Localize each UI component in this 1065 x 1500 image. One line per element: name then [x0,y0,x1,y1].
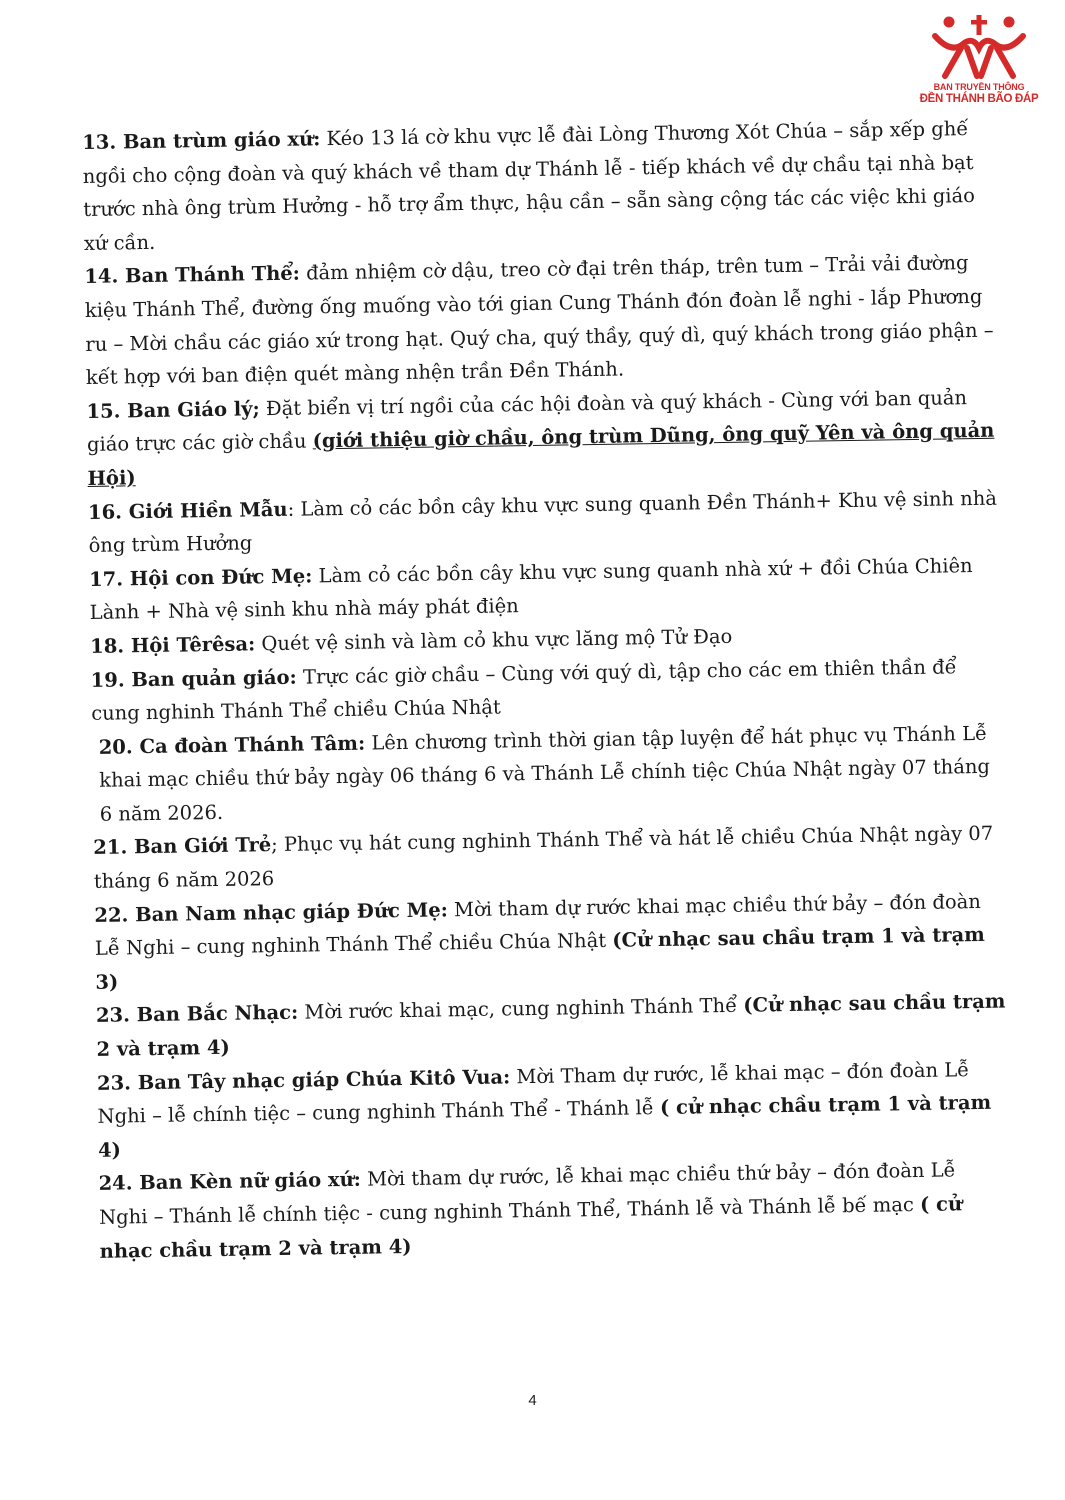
document-body [82,112,1010,1268]
item-label: 15. Ban Giáo lý; [86,396,260,423]
item-text: Quét vệ sinh và làm cỏ khu vực lăng mộ Tử Đạo [255,624,733,656]
item-text: Mời rước khai mạc, cung nghinh Thánh Thể [298,994,744,1025]
item-text: Trực các giờ chầu – Cùng với quý dì, tập cho các em thiên thần để cung nghinh Thánh Thể chiều Chúa Nhật [91,654,957,726]
item-text: Lên chương trình thời gian tập luyện để hát phục vụ Thánh Lễ khai mạc chiều thứ bảy ngày 06 tháng 6 và Thánh Lễ chính tiệc Chúa Nhật ngày 07 tháng 6 năm 2026. [99,721,991,826]
item-23-tay-nhac [97,1052,1008,1167]
item-label: 23. Ban Bắc Nhạc: [95,1001,299,1028]
logo-line-2: ĐỀN THÁNH BÃO ĐÁP [919,93,1039,105]
item-text: Làm cỏ các bồn cây khu vực sung quanh nhà xứ + đồi Chúa Chiên Lành + Nhà vệ sinh khu nhà máy phát điện [89,553,973,625]
item-tail: ( cử nhạc chầu trạm 1 và trạm 4) [97,1091,992,1162]
item-label: 19. Ban quản giáo: [90,665,297,692]
church-logo-icon [931,14,1027,80]
item-label: 24. Ban Kèn nữ giáo xứ: [98,1168,362,1196]
item-label: 20. Ca đoàn Thánh Tâm: [98,731,366,759]
item-15 [86,380,997,495]
item-text: Kéo 13 lá cờ khu vực lễ đài Lòng Thương Xót Chúa – sắp xếp ghế ngồi cho cộng đoàn và quý khách về tham dự Thánh lễ - tiếp khách về dự chầu tại nhà bạt trước nhà ông trùm Hưởng - hỗ trợ ẩm thực, hậu cần – sẵn sàng cộng tác các việc khi giáo xứ cần. [82,117,976,255]
item-text: Mời tham dự rước, lễ khai mạc chiều thứ bảy – đón đoàn Lễ Nghi – Thánh lễ chính tiệc - cung nghinh Thánh Thể, Thánh lễ và Thánh lễ bế mạc [98,1158,956,1229]
item-tail: (Cử nhạc sau chầu trạm 2 và trạm 4) [96,990,1006,1061]
item-tail: (Cử nhạc sau chầu trạm 1 và trạm 3) [95,923,985,994]
item-label: 23. Ban Tây nhạc giáp Chúa Kitô Vua: [96,1065,511,1095]
page-number: 4 [528,1392,537,1409]
item-20 [91,716,1002,831]
item-text: Mời Tham dự rước, lễ khai mạc – đón đoàn Lễ Nghi – lễ chính tiệc – cung nghinh Thánh Thể - Thánh lễ [97,1057,970,1129]
item-22 [94,884,1005,999]
logo-line-1: BAN TRUYỀN THÔNG [933,82,1025,92]
item-text: ; Phục vụ hát cung nghinh Thánh Thể và hát lễ chiều Chúa Nhật ngày 07 tháng 6 năm 2026 [93,822,994,893]
item-label: 14. Ban Thánh Thể: [84,261,301,289]
item-14 [84,246,996,395]
item-label: 16. Giới Hiền Mẫu [87,497,288,524]
item-text: đảm nhiệm cờ dậu, treo cờ đại trên tháp, trên tum – Trải vải đường kiệu Thánh Thể, đường ống muống vào tới gian Cung Thánh đón đoàn lễ nghi - lắp Phương ru – Mời chầu các giáo xứ trong hạt. Quý cha, quý thầy, quý dì, quý khách trong giáo phận – kết hợp với ban điện quét màng nhện trần Đền Thánh. [84,251,994,390]
item-24 [98,1153,1009,1268]
item-text: Đặt biển vị trí ngồi của các hội đoàn và quý khách - Cùng với ban quản giáo trực các giờ chầu [86,385,968,457]
item-label: 13. Ban trùm giáo xứ: [82,127,321,154]
item-tail: (giới thiệu giờ chầu, ông trùm Dũng, ông quỹ Yên và ông quản Hội) [87,419,995,490]
logo [918,14,1040,118]
item-label: 17. Hội con Đức Mẹ: [88,564,313,591]
item-text: : Làm cỏ các bồn cây khu vực sung quanh Đền Thánh+ Khu vệ sinh nhà ông trùm Hưởng [88,486,998,558]
item-label: 22. Ban Nam nhạc giáp Đức Mẹ: [94,898,449,927]
item-tail: ( cử nhạc chầu trạm 2 và trạm 4) [99,1192,963,1263]
item-13 [82,112,994,261]
item-label: 21. Ban Giới Trẻ [93,833,272,860]
item-label: 18. Hội Têrêsa: [89,632,256,658]
item-text: Mời tham dự rước khai mạc chiều thứ bảy – đón đoàn Lễ Nghi – cung nghinh Thánh Thể chiều Chúa Nhật [94,889,981,961]
